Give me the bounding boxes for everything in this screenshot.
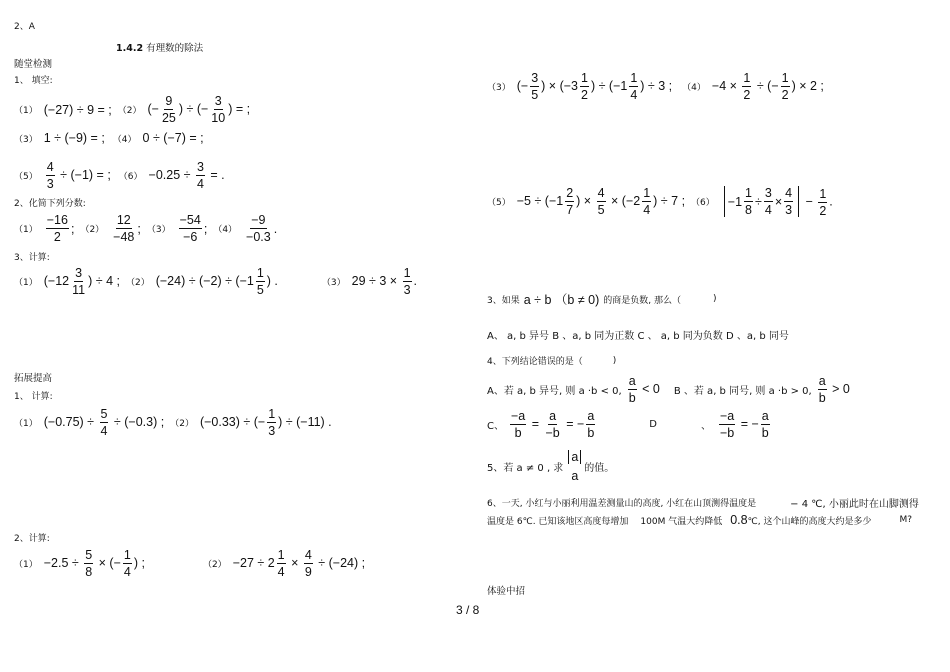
mc4-option-b: B 、若 a, b 同号, 则 a ·b > 0, <box>673 386 812 397</box>
section-text: 有理数的除法 <box>146 43 204 54</box>
q6-temp-drop: 0.8 <box>730 513 748 527</box>
extension-1-title: 1、 计算: <box>14 392 53 402</box>
ext2-1-expr: −2.5 ÷ $\frac{5}{8}$ × (− $\frac{1}{4}$ ) ; <box>43 548 145 579</box>
mc4-option-d-sep: 、 <box>700 421 711 432</box>
mc3-row <box>487 290 717 308</box>
q3-3-label: （3） <box>321 278 346 288</box>
q6-line2 <box>487 513 912 527</box>
q2-4-frac: $\frac{-9}{-0.3}$ <box>246 213 271 244</box>
q6-height-step: 100M 气温大约降低 <box>640 516 723 527</box>
q3-1-label: （1） <box>14 278 38 288</box>
q6-unit: M? <box>899 515 913 525</box>
ext1-2-label: （2） <box>170 419 194 429</box>
r5-label: （5） <box>487 198 511 209</box>
q5-prefix: 5、若 a ≠ 0 , 求 <box>487 463 564 474</box>
q1-row1 <box>14 94 250 125</box>
mc3-answer-paren: ) <box>713 294 717 304</box>
q5-frac: a a <box>567 450 582 483</box>
extension-2-title: 2、计算: <box>14 534 50 544</box>
q1-4-label: （4） <box>112 134 137 145</box>
mc4-option-b-frac: $\frac{a}{b}$ > 0 <box>818 374 850 405</box>
q1-3-expr: 1 ÷ (−9) = ; <box>43 131 105 145</box>
mc3-options: A、 a, b 异号 B 、a, b 同为正数 C 、 a, b 同为负数 D 、a, b 同号 <box>487 331 789 342</box>
mc4-option-d: D <box>649 419 657 430</box>
q6-text-3: ℃, 这个山峰的高度大约是多少 <box>747 516 872 527</box>
mc4-answer-paren: ) <box>612 355 617 366</box>
section-title <box>116 40 203 54</box>
section-number: 1.4.2 <box>116 43 144 54</box>
mc4-option-a: A、若 a, b 异号, 则 a ·b < 0, <box>487 386 622 397</box>
q2-3-frac: $\frac{-54}{-6}$ <box>179 213 201 244</box>
page-number: 3 / 8 <box>456 603 480 617</box>
heading-in-class-test: 随堂检测 <box>14 59 53 70</box>
q2-1-frac: $\frac{-16}{2}$ <box>46 213 68 244</box>
r4-expr: −4 × $\frac{1}{2}$ ÷ (− $\frac{1}{2}$ ) × 2 ; <box>711 71 824 102</box>
mc4-option-a-frac: $\frac{a}{b}$ < 0 <box>628 374 660 405</box>
q2-2-label: （2） <box>80 225 105 235</box>
mc4-title: 4、下列结论错误的是（ <box>487 357 583 367</box>
q1-1-label: （1） <box>14 106 38 116</box>
q3-1-expr: (−12 $\frac{3}{11}$ ) ÷ 4 ; <box>43 266 120 297</box>
mc4-cd-row <box>487 409 772 440</box>
mc4-row <box>487 354 616 367</box>
q2-row: （1） $\frac{-16}{2}$ ; （2） $\frac{12}{-48}$ ; （3） $\frac{-54}{-6}$ ; （4） $\frac{-9}{-0.3}$ . <box>14 213 278 244</box>
q6-text-2: 温度是 6℃. 已知该地区高度每增加 <box>487 516 629 527</box>
right-row-3-4 <box>487 71 824 102</box>
r5-expr: −5 ÷ (−1 $\frac{2}{7}$ ) × $\frac{4}{5}$ × (−2 $\frac{1}{4}$ ) ÷ 7 ; <box>516 186 686 218</box>
mc4-option-d-expr: $\frac{-a}{-b}$ = − $\frac{a}{b}$ <box>719 409 769 440</box>
r6-label: （6） <box>691 198 715 209</box>
q1-5-label: （5） <box>14 172 38 182</box>
mc4-ab-row <box>487 374 850 405</box>
r3-label: （3） <box>487 83 511 93</box>
ext2-2-label: （2） <box>202 560 227 570</box>
q2-2-frac: $\frac{12}{-48}$ <box>113 213 135 244</box>
ext1-2-expr: (−0.33) ÷ (− $\frac{1}{3}$ ) ÷ (−11) . <box>199 407 332 438</box>
q3-2-expr: (−24) ÷ (−2) ÷ (−1 $\frac{1}{5}$ ) . <box>155 266 278 297</box>
q2-4-label: （4） <box>213 225 238 235</box>
r3-expr: (− $\frac{3}{5}$ ) × (−3 $\frac{1}{2}$ ) ÷ (−1 $\frac{1}{4}$ ) ÷ 3 ; <box>516 71 673 102</box>
q1-3-label: （3） <box>14 134 38 145</box>
q5-row <box>487 450 614 483</box>
q2-1-label: （1） <box>14 225 38 235</box>
heading-extension: 拓展提高 <box>14 373 53 384</box>
q1-6-label: （6） <box>118 172 143 182</box>
question-3-title: 3、计算: <box>14 253 50 263</box>
ext2-row <box>14 548 365 579</box>
question-2-title: 2、化简下列分数: <box>14 199 86 209</box>
q1-1-expr: (−27) ÷ 9 = ; <box>43 102 112 117</box>
q6-temp-top: − 4 ℃, 小丽此时在山脚测得 <box>790 499 919 510</box>
mc3-prefix: 3、如果 <box>487 295 520 306</box>
q1-2-expr: (− $\frac{9}{25}$ ) ÷ (− $\frac{3}{10}$ ) = ; <box>147 94 251 125</box>
mc4-option-c: C、 <box>487 421 504 432</box>
q3-row <box>14 266 417 297</box>
ext2-1-label: （1） <box>14 560 38 570</box>
right-row-5-6 <box>487 186 833 218</box>
q3-2-label: （2） <box>125 278 150 288</box>
ext1-1-expr: (−0.75) ÷ $\frac{5}{4}$ ÷ (−0.3) ; <box>43 407 165 438</box>
item-index: 2、A <box>14 22 35 32</box>
mc3-expr: a ÷ b （b ≠ 0) <box>523 293 600 307</box>
r6-expr: −1 $\frac{1}{8}$ ÷ $\frac{3}{4}$ × $\frac{4}{3}$ − $\frac{1}{2}$ . <box>721 186 833 218</box>
mc3-suffix: 的商是负数, 那么（ <box>603 295 682 306</box>
q6-line1 <box>487 495 919 510</box>
q3-3-expr: 29 ÷ 3 × $\frac{1}{3}$ . <box>351 266 417 297</box>
q1-row3 <box>14 160 225 191</box>
q6-text-1: 6、一天, 小红与小丽利用温差测量山的高度, 小红在山顶测得温度是 <box>487 499 757 509</box>
question-1-title: 1、 填空: <box>14 76 53 86</box>
ext1-row <box>14 407 332 438</box>
mc4-option-c-expr: $\frac{-a}{b}$ = $\frac{a}{-b}$ = − $\frac{a}{b}$ <box>510 409 595 440</box>
q1-4-expr: 0 ÷ (−7) = ; <box>142 131 204 145</box>
q1-5-expr: $\frac{4}{3}$ ÷ (−1) = ; <box>46 160 111 191</box>
q1-row2 <box>14 131 204 145</box>
r4-label: （4） <box>682 83 706 93</box>
q2-3-label: （3） <box>146 225 171 235</box>
ext2-2-expr: −27 ÷ 2 $\frac{1}{4}$ × $\frac{4}{9}$ ÷ (−24) ; <box>232 548 366 579</box>
ext1-1-label: （1） <box>14 419 38 429</box>
q1-2-label: （2） <box>117 106 142 116</box>
q5-suffix: 的值。 <box>584 463 615 474</box>
heading-exam-practice: 体验中招 <box>487 586 526 597</box>
q1-6-expr: −0.25 ÷ $\frac{3}{4}$ = . <box>148 160 225 191</box>
